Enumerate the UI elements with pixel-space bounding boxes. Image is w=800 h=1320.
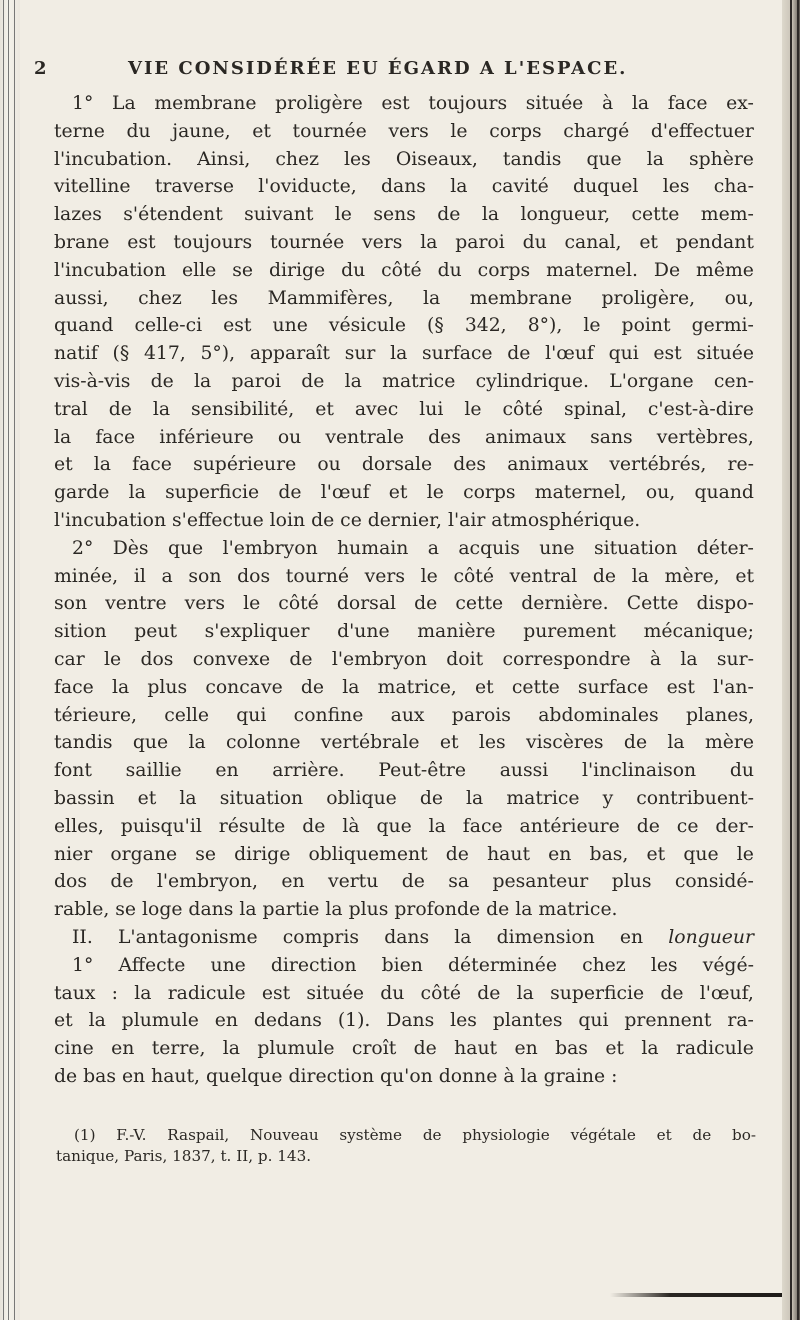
text-line: rable, se loge dans la partie la plus profonde de la matrice.	[54, 899, 618, 921]
text-line: terne du jaune, et tournée vers le corps chargé d'effectuer	[54, 120, 754, 142]
text-line: la face inférieure ou ventrale des animaux sans vertèbres,	[54, 426, 754, 448]
text-line: cine en terre, la plumule croît de haut en bas et la radicule	[54, 1038, 754, 1060]
book-page	[20, 0, 782, 1320]
running-title: VIE CONSIDÉRÉE EU ÉGARD A L'ESPACE.	[128, 58, 628, 79]
text-line: car le dos convexe de l'embryon doit correspondre à la sur-	[54, 648, 754, 670]
running-head	[30, 58, 730, 88]
text-line: lazes s'étendent suivant le sens de la longueur, cette mem-	[54, 204, 754, 226]
text-line: tandis que la colonne vertébrale et les viscères de la mère	[54, 732, 754, 754]
text-line: face la plus concave de la matrice, et cette surface est l'an-	[54, 676, 754, 698]
text-line: quand celle-ci est une vésicule (§ 342, 8°), le point germi-	[54, 315, 754, 337]
scan-line	[8, 0, 9, 1320]
footnote-line: tanique, Paris, 1837, t. II, p. 143.	[56, 1147, 312, 1165]
bottom-rule	[610, 1293, 782, 1297]
text-line: dos de l'embryon, en vertu de sa pesanteur plus considé-	[54, 871, 754, 893]
text-line: elles, puisqu'il résulte de là que la face antérieure de ce der-	[54, 815, 754, 837]
text-line: tral de la sensibilité, et avec lui le côté spinal, c'est-à-dire	[54, 398, 754, 420]
text-line: font saillie en arrière. Peut-être aussi l'inclinaison du	[54, 760, 754, 782]
text-line: minée, il a son dos tourné vers le côté ventral de la mère, et	[54, 565, 754, 587]
text-line: II. L'antagonisme compris dans la dimension en longueur	[72, 926, 754, 948]
footnote-line: (1) F.-V. Raspail, Nouveau système de physiologie végétale et de bo-	[74, 1126, 756, 1144]
text-line: aussi, chez les Mammifères, la membrane proligère, ou,	[54, 287, 754, 309]
text-line: 1° Affecte une direction bien déterminée chez les végé-	[72, 954, 754, 976]
scan-line	[14, 0, 15, 1320]
scan-line	[797, 0, 799, 1320]
scan-right-edge	[782, 0, 800, 1320]
text-line: nier organe se dirige obliquement de haut en bas, et que le	[54, 843, 754, 865]
text-line: 2° Dès que l'embryon humain a acquis une situation déter-	[72, 537, 754, 559]
footnotes	[56, 1125, 756, 1167]
text-line: térieure, celle qui confine aux parois abdominales planes,	[54, 704, 754, 726]
scan-left-edge	[0, 0, 20, 1320]
text-line: et la face supérieure ou dorsale des animaux vertébrés, re-	[54, 454, 754, 476]
text-line: brane est toujours tournée vers la paroi du canal, et pendant	[54, 231, 754, 253]
text-line: taux : la radicule est située du côté de la superficie de l'œuf,	[54, 982, 754, 1004]
text-line: l'incubation. Ainsi, chez les Oiseaux, tandis que la sphère	[54, 148, 754, 170]
scan-line	[3, 0, 4, 1320]
text-line: de bas en haut, quelque direction qu'on donne à la graine :	[54, 1065, 618, 1087]
text-line: vitelline traverse l'oviducte, dans la cavité duquel les cha-	[54, 176, 754, 198]
text-line: vis-à-vis de la paroi de la matrice cylindrique. L'organe cen-	[54, 370, 754, 392]
text-line: sition peut s'expliquer d'une manière purement mécanique;	[54, 621, 754, 643]
text-line: et la plumule en dedans (1). Dans les plantes qui prennent ra-	[54, 1010, 754, 1032]
scan-line	[790, 0, 792, 1320]
text-line: 1° La membrane proligère est toujours située à la face ex-	[72, 93, 754, 114]
text-line: garde la superficie de l'œuf et le corps maternel, ou, quand	[54, 482, 754, 504]
body-text	[54, 90, 754, 1091]
text-line: son ventre vers le côté dorsal de cette dernière. Cette dispo-	[54, 593, 754, 615]
text-line: l'incubation elle se dirige du côté du corps maternel. De même	[54, 259, 754, 281]
text-line: bassin et la situation oblique de la matrice y contribuent-	[54, 787, 754, 809]
text-line: l'incubation s'effectue loin de ce dernier, l'air atmosphérique.	[54, 509, 641, 531]
text-line: natif (§ 417, 5°), apparaît sur la surface de l'œuf qui est située	[54, 343, 754, 365]
page-number: 2	[34, 58, 49, 79]
